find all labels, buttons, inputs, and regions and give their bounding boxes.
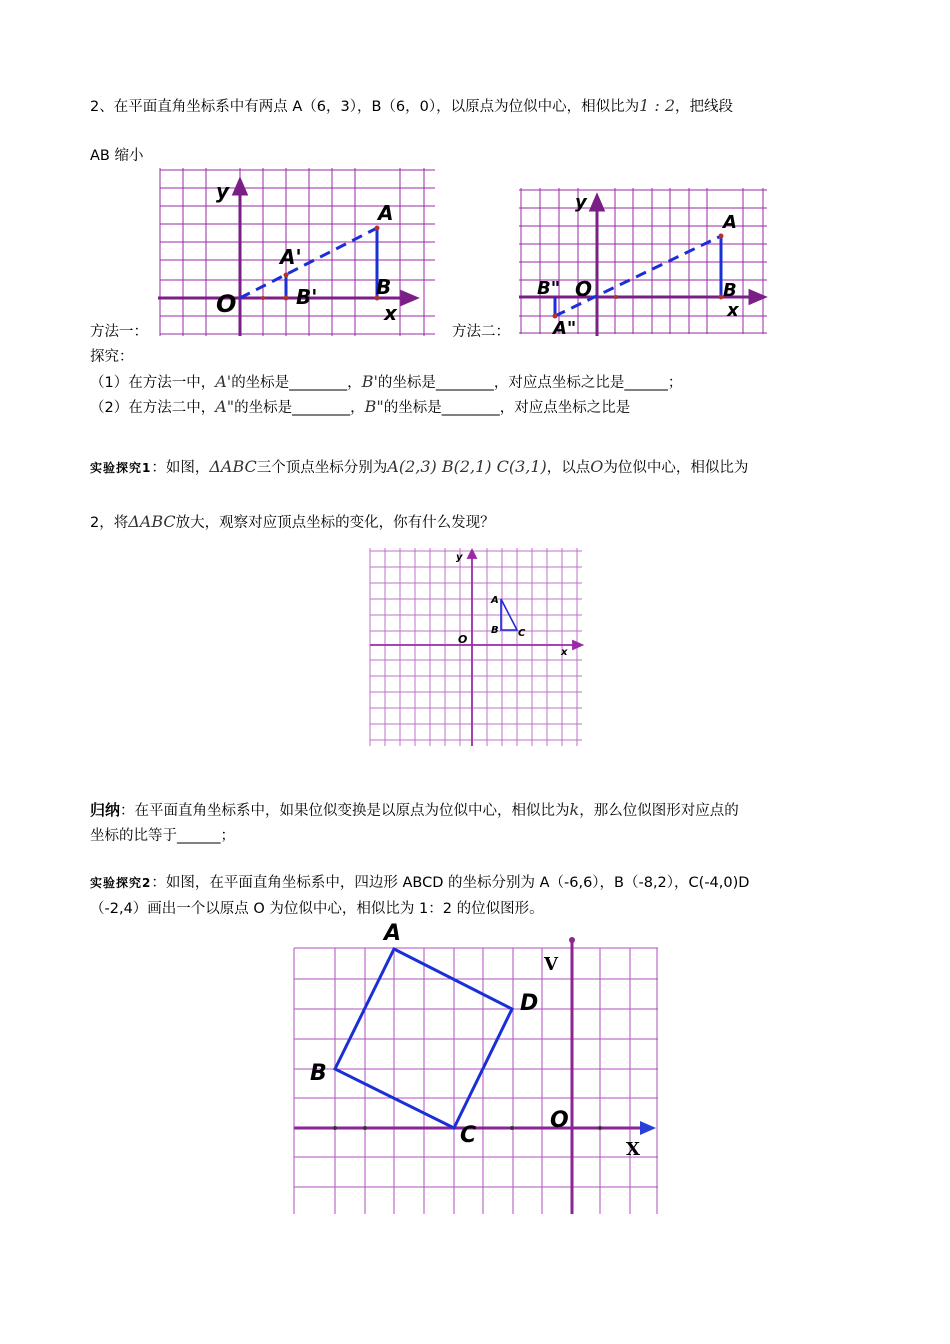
point-A (375, 226, 380, 231)
explore-q1-text-b: 的坐标是________， (231, 375, 362, 391)
exp1-line2 (90, 512, 495, 533)
figure-method-one (150, 168, 440, 338)
label-x: X (626, 1139, 640, 1160)
label-y: y (456, 552, 463, 563)
label-x: x (561, 647, 568, 658)
explore-q2-text: （2）在方法二中， (90, 400, 216, 416)
method-one-label: 方法一： (90, 324, 148, 340)
exp1-tri: ΔABC (209, 457, 257, 476)
label-x: x (384, 301, 397, 325)
explore-q2-App: A" (215, 397, 235, 416)
label-Ap: A' (280, 245, 302, 269)
exp2-text1: ：如图，在平面直角坐标系中，四边形 ABCD 的坐标分别为 A（-6,6），B（-8,2），C(-4,0)D (151, 875, 750, 891)
q2-line1 (90, 96, 733, 117)
label-B: B (723, 280, 737, 301)
label-A: A (723, 212, 737, 233)
label-Bp: B' (296, 285, 318, 309)
label-O: O (575, 277, 593, 301)
exp1-O: O (590, 457, 604, 476)
exp1-label: 实验探究1 (90, 461, 152, 475)
label-O: O (458, 633, 468, 646)
label-A: A (491, 595, 499, 606)
explore-title: 探究： (90, 349, 134, 365)
explore-q1-text-c: 的坐标是________，对应点坐标之比是______； (377, 375, 683, 391)
label-A: A (378, 201, 394, 225)
q2-text: 2、在平面直角坐标系中有两点 A（6，3），B（6，0），以原点为位似中心，相似比为 (90, 99, 640, 115)
explore-q1-text: （1）在方法一中， (90, 375, 216, 391)
figure-triangle-grid (362, 548, 592, 748)
axes (370, 550, 582, 746)
tick-mark (614, 295, 618, 299)
exp1-line2-b: 放大，观察对应顶点坐标的变化，你有什么发现？ (175, 515, 495, 531)
point-Ap (284, 273, 289, 278)
exp1-colon: ：如图， (151, 460, 210, 476)
summary-line1 (90, 800, 739, 821)
exp1-text2: ，以点 (546, 460, 591, 476)
label-O: O (550, 1108, 569, 1133)
label-C: C (460, 1123, 477, 1148)
exp1-coords: A(2,3) B(2,1) C(3,1) (387, 457, 547, 476)
label-B: B (376, 275, 392, 299)
label-App: A" (553, 318, 577, 339)
figure-quadrilateral-grid (290, 918, 670, 1218)
summary-label: 归纳 (90, 801, 121, 819)
point-Bp (284, 296, 289, 301)
exp2-line1 (90, 873, 749, 893)
explore-q1-Bp: B' (361, 372, 378, 391)
summary-text1: ：在平面直角坐标系中，如果位似变换是以原点为位似中心，相似比为 (120, 803, 570, 819)
exp2-label: 实验探究2 (90, 876, 152, 890)
label-B: B (491, 625, 499, 636)
explore-q1-Ap: A' (215, 372, 232, 391)
label-y: y (216, 179, 230, 203)
label-y: y (575, 192, 587, 213)
q2-text-end: ，把线段 (675, 99, 734, 115)
label-x: x (727, 300, 739, 321)
explore-q2 (90, 397, 630, 418)
summary-line2: 坐标的比等于______； (90, 828, 235, 844)
label-C: C (518, 628, 526, 639)
exp1-tri2: ΔABC (128, 512, 176, 531)
label-D: D (520, 991, 539, 1016)
exp1-text3: 为位似中心，相似比为 (603, 460, 749, 476)
grid-lines (370, 548, 582, 746)
explore-q2-text-b: 的坐标是________， (234, 400, 365, 416)
label-B: B (310, 1061, 327, 1086)
dashed-segment-AppA (555, 236, 721, 316)
q2-line2: AB 缩小 (90, 148, 144, 164)
label-O: O (216, 290, 237, 318)
label-A: A (384, 921, 402, 946)
label-y: V (544, 954, 558, 975)
explore-q1 (90, 372, 682, 393)
exp1-line1 (90, 457, 748, 478)
summary-k: k (569, 800, 580, 819)
method-two-label: 方法二： (452, 324, 510, 340)
exp2-line2: （-2,4）画出一个以原点 O 为位似中心，相似比为 1：2 的位似图形。 (90, 901, 544, 917)
tick-mark (261, 296, 265, 300)
explore-q2-text-c: 的坐标是________，对应点坐标之比是 (383, 400, 631, 416)
explore-q2-Bpp: B" (364, 397, 384, 416)
figure-method-two (515, 188, 775, 338)
q2-ratio: 1 : 2 (639, 96, 676, 115)
exp1-line2-a: 2，将 (90, 515, 129, 531)
exp1-text1: 三个顶点坐标分别为 (256, 460, 388, 476)
summary-text2: ，那么位似图形对应点的 (579, 803, 739, 819)
label-Bpp: B" (537, 278, 561, 299)
point-A (719, 234, 724, 239)
